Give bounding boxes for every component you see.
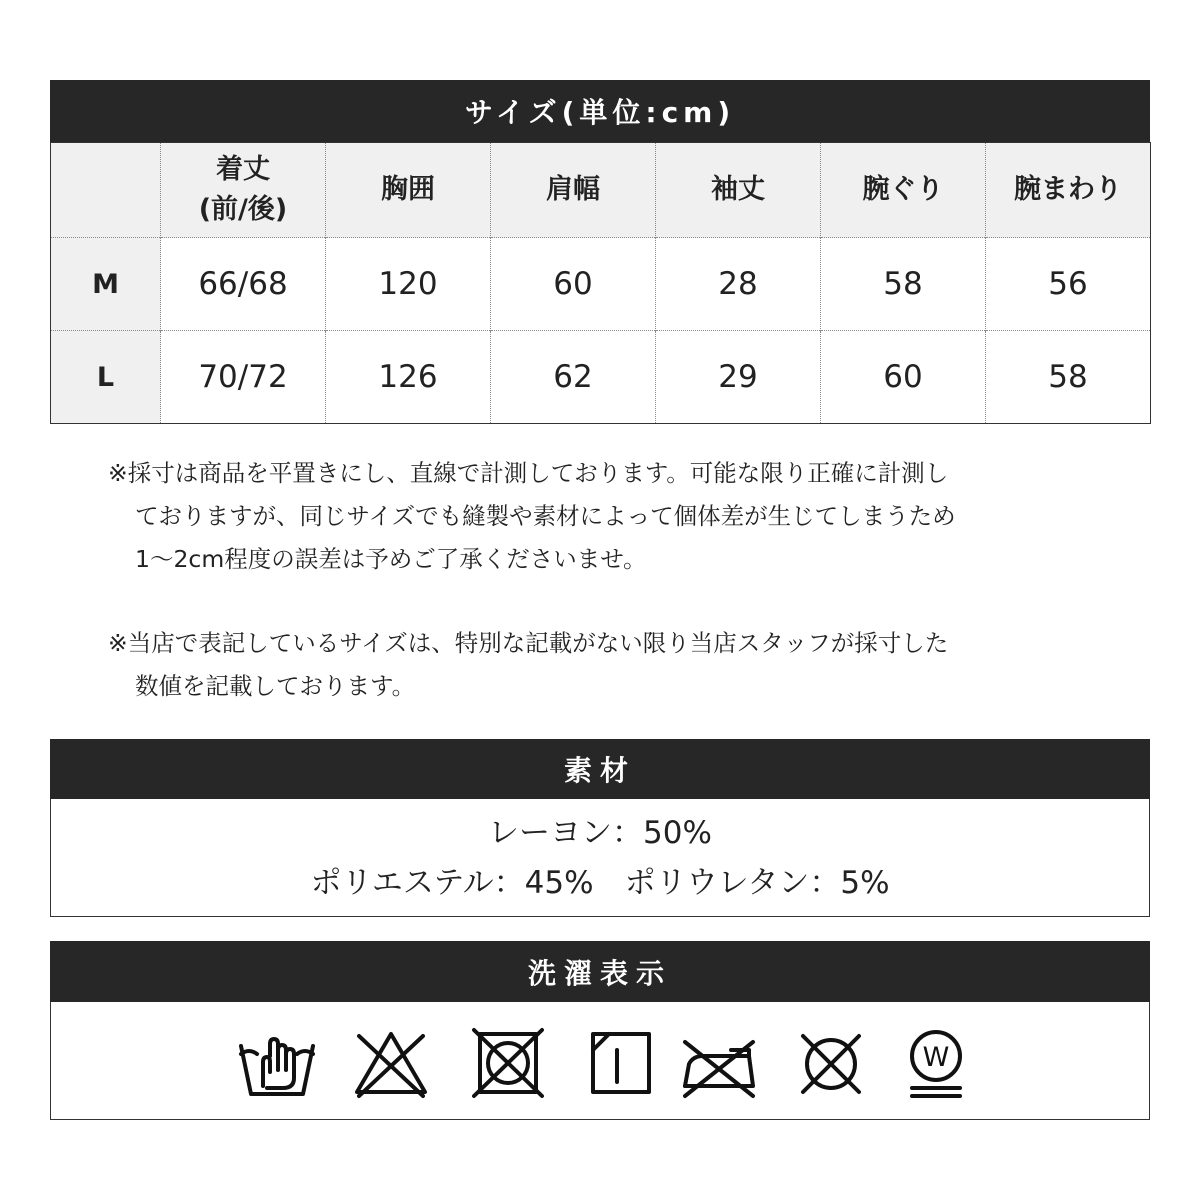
table-cell: 62 xyxy=(491,331,656,424)
size-table-header-row xyxy=(51,143,1151,238)
column-header-shoulder: 肩幅 xyxy=(491,143,656,238)
row-label-l: L xyxy=(51,331,161,424)
no-bleach-icon xyxy=(351,1026,431,1102)
note-line: 1〜2cm程度の誤差は予めご了承くださいませ。 xyxy=(135,545,647,573)
note-line: ておりますが、同じサイズでも縫製や素材によって個体差が生じてしまうため xyxy=(135,502,956,530)
row-label-m: M xyxy=(51,238,161,331)
note-line: ※当店で表記しているサイズは、特別な記載がない限り当店スタッフが採寸した xyxy=(108,629,949,657)
table-cell: 28 xyxy=(656,238,821,331)
wet-clean-letter: W xyxy=(922,1042,950,1073)
table-cell: 70/72 xyxy=(161,331,326,424)
line-dry-shade-icon xyxy=(581,1026,661,1102)
table-cell: 60 xyxy=(821,331,986,424)
column-header-length xyxy=(161,143,326,238)
table-row xyxy=(51,331,1151,424)
wet-clean-mild-icon xyxy=(896,1026,976,1102)
table-cell: 120 xyxy=(326,238,491,331)
column-header-arm-circumference: 腕まわり xyxy=(986,143,1151,238)
table-cell: 29 xyxy=(656,331,821,424)
column-header-length-sub: (前/後) xyxy=(198,194,288,225)
no-iron-icon xyxy=(679,1026,759,1102)
column-header-armhole: 腕ぐり xyxy=(821,143,986,238)
note-line: ※採寸は商品を平置きにし、直線で計測しております。可能な限り正確に計測し xyxy=(108,459,949,487)
table-row xyxy=(51,238,1151,331)
material-section-title: 素材 xyxy=(50,739,1150,799)
table-cell: 126 xyxy=(326,331,491,424)
column-header-length-label: 着丈 xyxy=(216,154,270,185)
no-dry-clean-icon xyxy=(791,1026,871,1102)
laundry-section-title: 洗濯表示 xyxy=(50,941,1150,1002)
size-source-note xyxy=(108,622,1088,708)
note-line: 数値を記載しております。 xyxy=(135,672,416,700)
column-header-sleeve: 袖丈 xyxy=(656,143,821,238)
material-line: ポリエステル：45% ポリウレタン：5% xyxy=(310,864,890,901)
material-box xyxy=(50,799,1150,917)
no-tumble-dry-icon xyxy=(468,1026,548,1102)
laundry-box xyxy=(50,1002,1150,1120)
measurement-note xyxy=(108,452,1088,581)
hand-wash-icon xyxy=(237,1026,317,1102)
table-cell: 58 xyxy=(821,238,986,331)
size-section-title: サイズ(単位:cm) xyxy=(50,80,1150,142)
column-header-chest: 胸囲 xyxy=(326,143,491,238)
table-cell: 66/68 xyxy=(161,238,326,331)
size-table xyxy=(50,142,1151,424)
table-cell: 56 xyxy=(986,238,1151,331)
table-cell: 60 xyxy=(491,238,656,331)
table-cell: 58 xyxy=(986,331,1151,424)
material-line: レーヨン：50% xyxy=(488,814,712,851)
size-table-corner xyxy=(51,143,161,238)
